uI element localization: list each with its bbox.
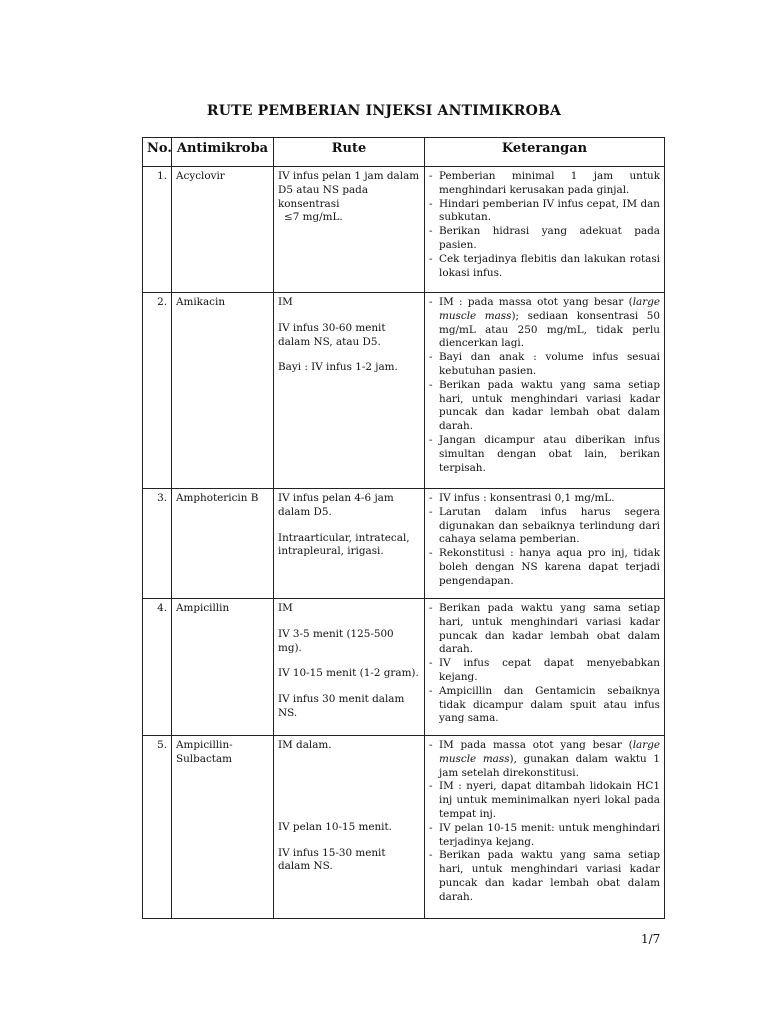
route-text: ≤7 mg/mL.	[284, 211, 343, 224]
note-item: - IV infus cepat dapat menyebabkan kejang.	[429, 657, 660, 685]
notes-cell	[425, 599, 665, 736]
note-item	[429, 739, 660, 780]
row-number: 4.	[143, 599, 172, 736]
note-item: - Bayi dan anak : volume infus sesuai kebutuhan pasien.	[429, 351, 660, 379]
header-rute: Rute	[274, 138, 425, 167]
route-cell	[274, 736, 425, 919]
header-no: No.	[143, 138, 172, 167]
table-row	[143, 736, 665, 919]
page-number: 1/7	[641, 932, 661, 946]
row-number: 5.	[143, 736, 172, 919]
route-text: IV infus pelan 1 jam dalam D5 atau NS pada konsentrasi	[278, 170, 420, 210]
note-item: - IV pelan 10-15 menit: untuk menghindari terjadinya kejang.	[429, 822, 660, 850]
table-header-row	[143, 138, 665, 167]
table-row	[143, 489, 665, 599]
notes-cell	[425, 167, 665, 293]
note-item: - Cek terjadinya flebitis dan lakukan rotasi lokasi infus.	[429, 253, 660, 281]
note-text: IM pada massa otot yang besar (large muscle mass), gunakan dalam waktu 1 jam setelah direkonstitusi.	[439, 739, 661, 779]
note-text: IM : pada massa otot yang besar (large muscle mass); sediaan konsentrasi 50 mg/mL atau 250 mg/mL, tidak perlu diencerkan lagi.	[439, 296, 660, 350]
note-item: - Larutan dalam infus harus segera digunakan dan sebaiknya terlindung dari cahaya selama pemberian.	[429, 506, 660, 547]
route-text: IV infus pelan 4-6 jam dalam D5.	[278, 492, 394, 518]
note-item: - Ampicillin dan Gentamicin sebaiknya tidak dicampur dalam spuit atau infus yang sama.	[429, 685, 660, 726]
route-text: IV infus 30-60 menit dalam NS, atau D5.	[278, 321, 386, 348]
note-item: - IV infus : konsentrasi 0,1 mg/mL.	[429, 492, 660, 506]
route-cell	[274, 599, 425, 736]
antimicrobial-table	[142, 137, 665, 919]
route-text: IM dalam.	[278, 739, 332, 751]
note-item: - Hindari pemberian IV infus cepat, IM dan subkutan.	[429, 198, 660, 226]
note-item	[429, 296, 660, 351]
row-number: 3.	[143, 489, 172, 599]
header-antimikroba: Antimikroba	[172, 138, 274, 167]
table-row	[143, 599, 665, 736]
route-text: Intraarticular, intratecal, intrapleural, irigasi.	[278, 531, 410, 558]
header-keterangan: Keterangan	[425, 138, 665, 167]
route-text: IV 10-15 menit (1-2 gram).	[278, 667, 419, 680]
spacer	[278, 753, 420, 821]
row-number: 2.	[143, 293, 172, 489]
drug-name: Amikacin	[172, 293, 274, 489]
notes-cell	[425, 736, 665, 919]
drug-name: Acyclovir	[172, 167, 274, 293]
note-item: - IM : nyeri, dapat ditambah lidokain HC1 inj untuk meminimalkan nyeri lokal pada tempat inj.	[429, 780, 660, 821]
drug-name: Ampicillin-Sulbactam	[172, 736, 274, 919]
note-item: - Rekonstitusi : hanya aqua pro inj, tidak boleh dengan NS karena dapat terjadi pengendapan.	[429, 547, 660, 588]
table-row	[143, 167, 665, 293]
page-title: RUTE PEMBERIAN INJEKSI ANTIMIKROBA	[206, 103, 562, 119]
notes-cell	[425, 489, 665, 599]
note-item: - Berikan pada waktu yang sama setiap hari, untuk menghindari variasi kadar puncak dan kadar lembah obat dalam darah.	[429, 849, 660, 904]
route-cell	[274, 293, 425, 489]
route-cell	[274, 489, 425, 599]
note-item: - Berikan pada waktu yang sama setiap hari, untuk menghindari variasi kadar puncak dan kadar lembah obat dalam darah.	[429, 602, 660, 657]
drug-name: Amphotericin B	[172, 489, 274, 599]
drug-name: Ampicillin	[172, 599, 274, 736]
route-text: IV infus 30 menit dalam NS.	[278, 693, 405, 719]
route-text: IV pelan 10-15 menit.	[278, 820, 392, 833]
route-text: IV infus 15-30 menit dalam NS.	[278, 846, 386, 873]
note-item: - Pemberian minimal 1 jam untuk menghindari kerusakan pada ginjal.	[429, 170, 660, 198]
route-text: IM	[278, 296, 293, 308]
note-item: - Jangan dicampur atau diberikan infus simultan dengan obat lain, berikan terpisah.	[429, 434, 660, 475]
route-text: IM	[278, 602, 293, 614]
note-item: - Berikan hidrasi yang adekuat pada pasien.	[429, 225, 660, 253]
route-text: IV 3-5 menit (125-500 mg).	[278, 627, 394, 654]
note-item: - Berikan pada waktu yang sama setiap hari, untuk menghindari variasi kadar puncak dan kadar lembah obat dalam darah.	[429, 379, 660, 434]
table-row	[143, 293, 665, 489]
route-text: Bayi : IV infus 1-2 jam.	[278, 361, 398, 374]
route-cell	[274, 167, 425, 293]
row-number: 1.	[143, 167, 172, 293]
notes-cell	[425, 293, 665, 489]
